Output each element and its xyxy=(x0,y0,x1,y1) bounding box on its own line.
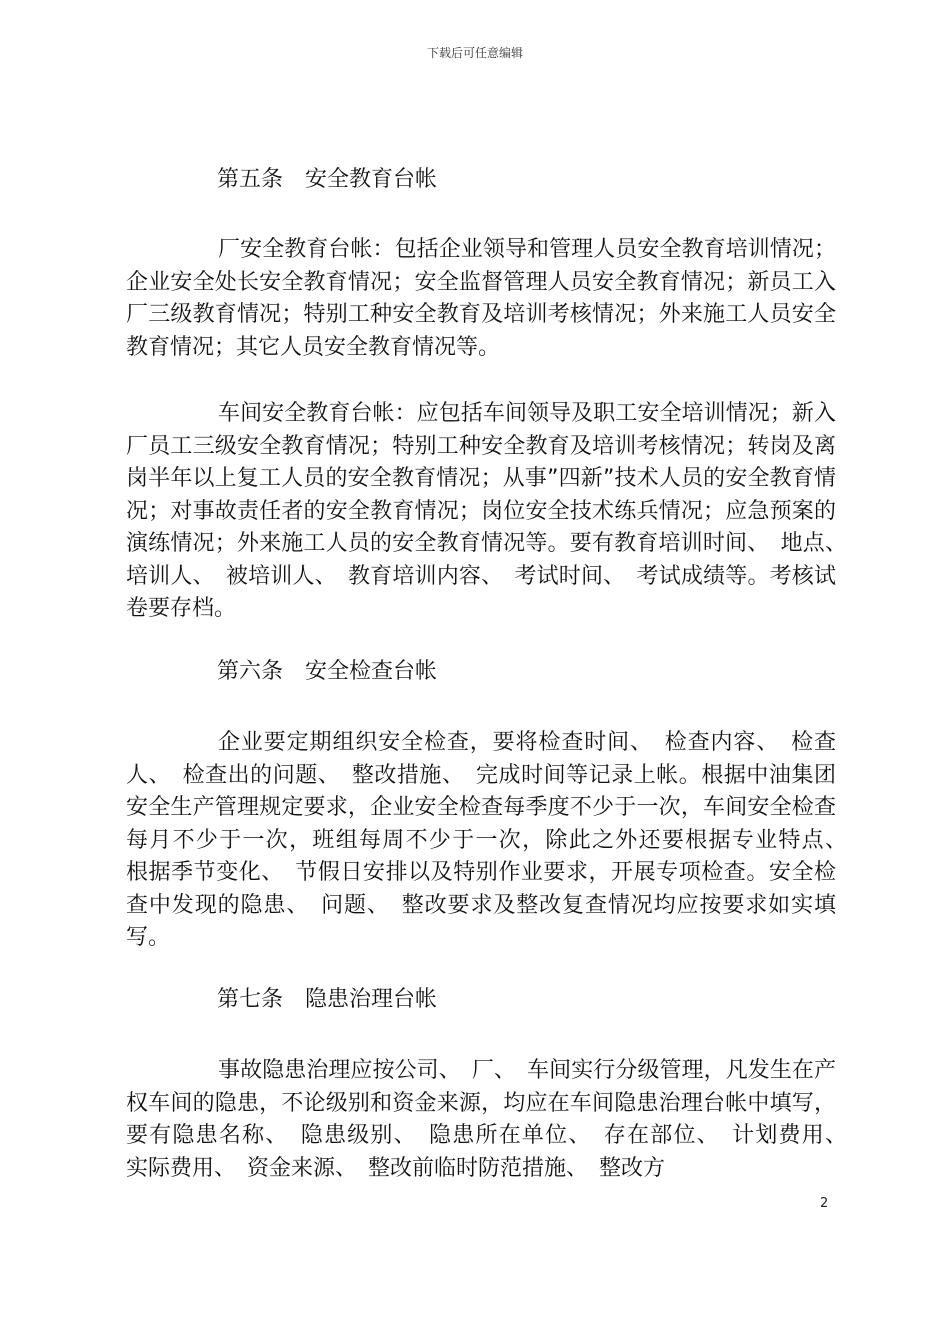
section-heading-5: 第五条 安全教育台帐 xyxy=(217,167,438,192)
section-heading-6: 第六条 安全检查台帐 xyxy=(217,659,438,684)
paragraph-factory-education: 厂安全教育台帐：包括企业领导和管理人员安全教育培训情况；企业安全处长安全教育情况；安全监督管理人员安全教育情况；新员工入厂三级教育情况；特别工种安全教育及培训考核情况；外来施工人员安全教育情况；其它人员安全教育情况等。 xyxy=(126,237,836,360)
section-heading-7: 第七条 隐患治理台帐 xyxy=(217,987,438,1012)
paragraph-hazard-management: 事故隐患治理应按公司、 厂、 车间实行分级管理，凡发生在产权车间的隐患，不论级别和资金来源，均应在车间隐患治理台帐中填写，要有隐患名称、 隐患级别、 隐患所在单位、 存在部位、 计划费用、 实际费用、 资金来源、 整改前临时防范措施、 整改方 xyxy=(126,1058,859,1181)
paragraph-workshop-education: 车间安全教育台帐：应包括车间领导及职工安全培训情况；新入厂员工三级安全教育情况；特别工种安全教育及培训考核情况；转岗及离岗半年以上复工人员的安全教育情况；从事”四新”技术人员的安全教育情况；对事故责任者的安全教育情况；岗位安全技术练兵情况；应急预案的演练情况；外来施工人员的安全教育情况等。要有教育培训时间、 地点、 培训人、 被培训人、 教育培训内容、 考试时间、 考试成绩等。考核试卷要存档。 xyxy=(126,401,859,621)
header-note: 下载后可任意编辑 xyxy=(426,46,523,60)
page-number: 2 xyxy=(820,1196,829,1211)
paragraph-safety-inspection: 企业要定期组织安全检查，要将检查时间、 检查内容、 检查人、 检查出的问题、 整改措施、 完成时间等记录上帐。根据中油集团安全生产管理规定要求，企业安全检查每季度不少于一次，车间安全检查每月不少于一次，班组每周不少于一次，除此之外还要根据专业特点、 根据季节变化、 节假日安排以及特别作业要求，开展专项检查。安全检查中发现的隐患、 问题、 整改要求及整改复查情况均应按要求如实填写。 xyxy=(126,730,859,950)
